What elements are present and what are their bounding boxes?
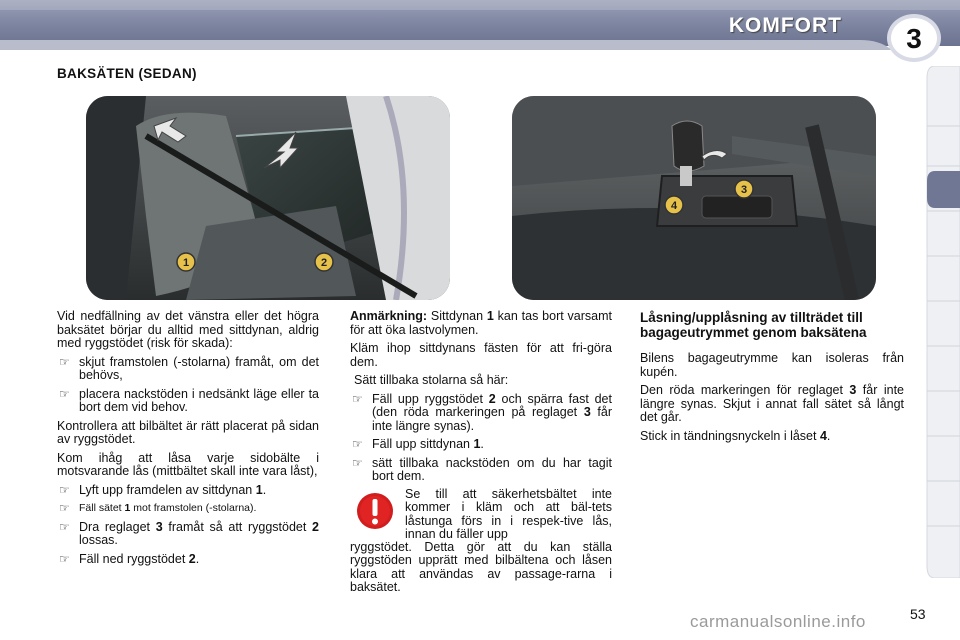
chapter-number-badge [884,12,950,64]
bullet-item: ☞ skjut framstolen (-stolarna) framåt, om det behövs, [59,354,319,382]
trunk-para-1: Bilens bagageutrymme kan isoleras från kupén. [640,351,904,379]
intro-paragraph: Vid nedfällning av det vänstra eller det högra baksätet börjar du alltid med sittdynan, aldrig med ryggstödet (risk för skada): [57,309,319,350]
chapter-title: KOMFORT [728,14,842,37]
header-swoosh [0,40,960,52]
hand-pointer-icon: ☞ [352,455,363,470]
column-trunk-lock [640,310,904,448]
rear-seat-fold-photo [86,96,450,300]
watermark: carmanualsonline.info [690,612,866,631]
step-item: ☞ Fäll upp ryggstödet 2 och spärra fast det (den röda markeringen på reglaget 3 får inte längre synas). [352,391,612,433]
step-item: ☞ sätt tillbaka nackstöden om du har tagit bort dem. [352,455,612,483]
page-number: 53 [910,606,926,622]
refit-intro: Sätt tillbaka stolarna så här: [354,373,509,387]
hand-pointer-icon: ☞ [59,354,70,369]
trunk-lock-heading: Låsning/upplåsning av tillträdet till bagageutrymmet genom baksätena [640,310,867,340]
header-shine [0,0,960,10]
hand-pointer-icon: ☞ [59,519,70,534]
hand-pointer-icon: ☞ [352,437,363,451]
hand-pointer-icon: ☞ [59,551,70,566]
hand-pointer-icon: ☞ [59,501,70,515]
hand-pointer-icon: ☞ [59,386,70,401]
header-bar [0,0,960,46]
lock-reminder-paragraph: Kom ihåg att låsa varje sidobälte i motsvarande lås (mittbältet skall inte vara låst), [57,450,319,478]
hand-pointer-icon: ☞ [352,391,363,406]
seatbelt-warning [350,488,612,594]
warning-text-rest: ryggstödet. Detta gör att du kan ställa ryggstöden upprätt med bilbältena och låsen klara att användas av passage-rarna i baksätet. [350,540,612,595]
note-paragraph: Anmärkning: Sittdynan 1 kan tas bort varsamt för att öka lastvolymen. [350,309,612,337]
step-item: ☞ Lyft upp framdelen av sittdynan 1. [59,482,267,497]
seatbelt-check-paragraph: Kontrollera att bilbältet är rätt placerat på sidan av ryggstödet. [57,418,319,446]
callout-2: 2 [320,257,328,269]
step-item: ☞ Fäll upp sittdynan 1. [352,437,484,451]
cushion-release-paragraph: Kläm ihop sittdynans fästen för att fri-göra dem. [350,341,612,369]
step-item: ☞ Fäll ned ryggstödet 2. [59,551,200,566]
trunk-para-2: Den röda markeringen för reglaget 3 får inte längre synas. Skjut i annat fall sätet så långt det går. [640,383,904,424]
step-item: ☞ Fäll sätet 1 mot framstolen (-stolarna). [59,501,257,515]
bullet-item: ☞ placera nackstöden i nedsänkt läge eller ta bort dem vid behov. [59,386,319,414]
section-title: BAKSÄTEN (SEDAN) [57,66,197,81]
trunk-lock-photo [512,96,876,300]
step-item: ☞ Dra reglaget 3 framåt så att ryggstödet 2 lossas. [59,519,319,547]
trunk-para-3: Stick in tändningsnyckeln i låset 4. [640,428,831,443]
callout-3: 3 [740,184,748,196]
chapter-tabs [925,66,960,578]
warning-text-first: Se till att säkerhetsbältet inte kommer i kläm och att bäl-tets låstunga förs in i respek-tive lås, innan du fäller upp [405,487,612,541]
callout-1: 1 [182,257,190,269]
column-note-and-refit [350,310,612,489]
column-fold-instructions [57,310,319,571]
chapter-number: 3 [906,23,922,54]
hand-pointer-icon: ☞ [59,482,70,497]
callout-4: 4 [670,200,678,212]
